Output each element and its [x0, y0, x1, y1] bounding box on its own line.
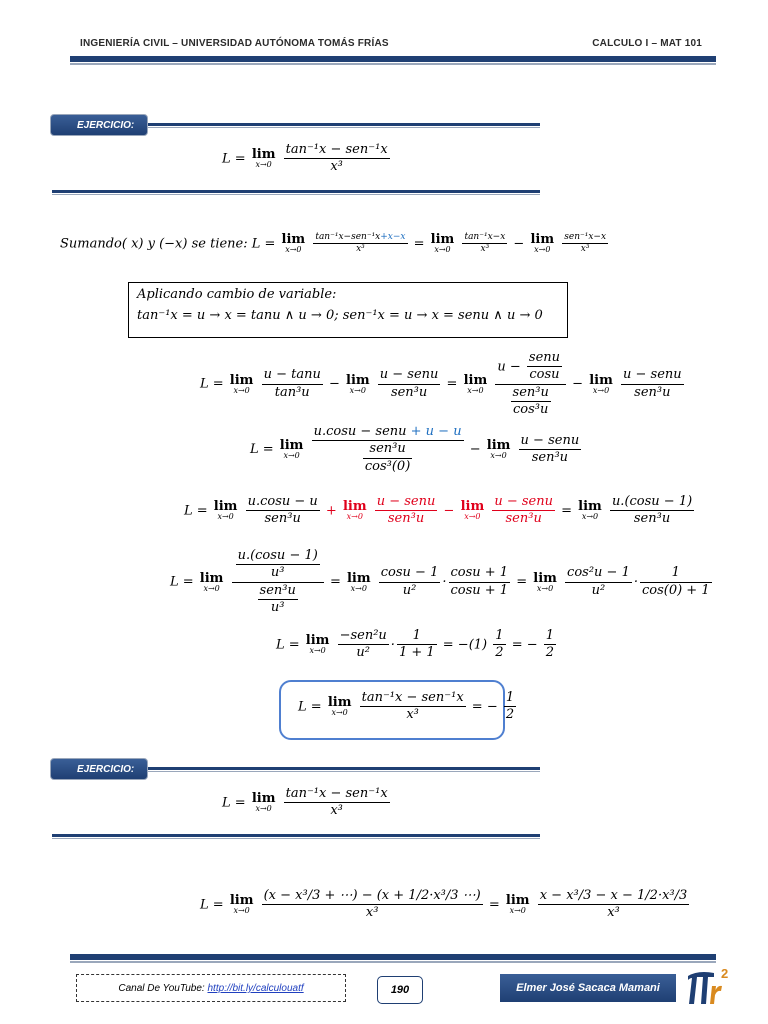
exercise-rule-shadow-2	[148, 771, 540, 772]
exercise-rule	[148, 123, 540, 126]
exercise-label: EJERCICIO:	[50, 114, 148, 136]
change-line: tan⁻¹x = u → x = tanu ∧ u → 0; sen⁻¹x = u → x = senu ∧ u → 0	[137, 308, 543, 323]
footer-bar-shadow	[70, 961, 716, 963]
header-subject: CALCULO I – MAT 101	[592, 38, 702, 49]
exercise-label-2: EJERCICIO:	[50, 758, 148, 780]
problem-equation: L = lim x→0 $\frac{\text{tan⁻¹x − sen⁻¹x}}{\text{x³}}$	[222, 142, 388, 175]
header-bar-shadow	[70, 63, 716, 65]
youtube-channel-box	[76, 974, 346, 1002]
header-bar	[70, 56, 716, 62]
step-4: L = lim x→0 $\frac{\frac{u.(\cos u - 1)}{\text{u³}}}{\frac{\text{sen³u}}{\text{u³}}}$ = lim x→0 $\frac{\cos u - 1}{\text{u²}}$ · $\frac{\cos u + 1}{\cos u + 1}$ = lim x→0 $\frac{\text{cos²u − 1}}{\text{u²}}$ · $\frac{1}{\cos(0) + 1}$	[170, 548, 710, 615]
page-number: 190	[377, 976, 423, 1004]
step-5: L = lim x→0 $\frac{\text{−sen²u}}{\text{u²}}$ · $\frac{1}{1 + 1}$ = −(1) $\frac{1}{2}$ = − $\frac{1}{2}$	[276, 628, 555, 661]
change-of-variable-box	[128, 282, 568, 338]
separator-shadow	[52, 194, 540, 195]
result-equation: L = lim x→0 $\frac{\text{tan⁻¹x − sen⁻¹x}}{\text{x³}}$ = − $\frac{1}{2}$	[298, 690, 515, 723]
series-equation: L = lim x→0 $\frac{\text{(x − x³/3 + ⋯) − (x + 1/2·x³/3 ⋯)}}{\text{x³}}$ = lim x→0 $\frac{\text{x − x³/3 − x − 1/2·x³/3}}{\text{x³}}$	[200, 888, 688, 921]
exercise-rule-shadow	[148, 127, 540, 128]
problem-equation-2: L = lim x→0 $\frac{\text{tan⁻¹x − sen⁻¹x}}{\text{x³}}$	[222, 786, 388, 819]
step-3: L = lim x→0 $\frac{u.\cos u - u}{\text{sen³u}}$ + lim x→0 $\frac{\text{u − senu}}{\text{sen³u}}$ − lim x→0 $\frac{\text{u − senu}}{\text{sen³u}}$ = lim x→0 $\frac{u.(\cos u - 1)}{\text{sen³u}}$	[184, 494, 693, 527]
separator	[52, 190, 540, 193]
header-course-title: INGENIERÍA CIVIL – UNIVERSIDAD AUTÓNOMA TOMÁS FRÍAS	[80, 38, 389, 49]
step-1: L = lim x→0 $\frac{u - \tan u}{\text{tan³u}}$ − lim x→0 $\frac{\text{u − senu}}{\text{sen³u}}$ = lim x→0 u − $\frac{\text{senu}}{\cos u}$ $\frac{\text{sen³u}}{\text{cos³u}}$ − lim x→0 $\frac{\text{u − senu}}{\text{sen³u}}$	[200, 350, 682, 417]
separator-2	[52, 834, 540, 837]
separator-shadow-2	[52, 838, 540, 839]
footer-bar	[70, 954, 716, 960]
logo-superscript: 2	[721, 966, 729, 981]
sumando-equation: Sumando( x) y (−x) se tiene: L = lim x→0 $\frac{\text{tan⁻¹x−sen⁻¹x+x−x}}{\text{x³}}$ = lim x→0 $\frac{\text{tan⁻¹x−x}}{\text{x³}}$ − lim x→0 $\frac{\text{sen⁻¹x−x}}{\text{x³}}$	[60, 232, 607, 255]
channel-link[interactable]: http://bit.ly/calculouatf	[207, 983, 304, 994]
step-2: L = lim x→0 $\frac{\text{u.cosu − senu + u − u}}{\frac{\text{sen³u}}{\text{cos³(0)}}}$ − lim x→0 $\frac{\text{u − senu}}{\text{sen³u}}$	[250, 424, 580, 474]
author-name: Elmer José Sacaca Mamani	[500, 974, 676, 1002]
change-title: Aplicando cambio de variable:	[137, 287, 337, 302]
pi-r-logo-icon	[684, 964, 732, 1012]
exercise-rule-2	[148, 767, 540, 770]
channel-label: Canal De YouTube:	[118, 983, 205, 994]
